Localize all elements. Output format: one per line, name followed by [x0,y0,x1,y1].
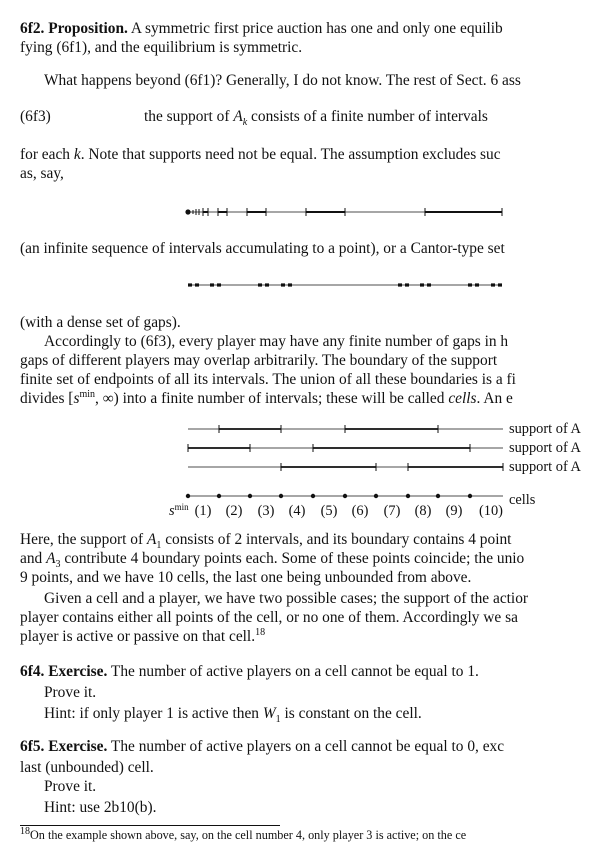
paragraph-accordingly-1: Accordingly to (6f3), every player may have any finite number of gaps in h [44,333,509,350]
paragraph-as-say: as, say, [20,165,64,182]
cell-number-label: (3) [257,503,275,519]
paragraph-accordingly-2: gaps of different players may overlap arbitrarily. The boundary of the support [20,352,498,369]
paragraph-accordingly-3: finite set of endpoints of all its intervals. The union of all these boundaries is a fi [20,371,516,388]
supports-cells-diagram [0,416,595,526]
paragraph-given-2: player contains either all points of the cell, or no one of them. Accordingly we sa [20,609,518,626]
equation-number: (6f3) [20,108,51,125]
support-row-3 [188,463,503,471]
support-label-3: support of A [509,459,581,475]
paragraph-beyond: What happens beyond (6f1)? Generally, I do not know. The rest of Sect. 6 ass [44,72,521,89]
exercise-6f5-hint: Hint: use 2b10(b). [44,799,157,816]
footnote-marker: 18 [255,626,266,638]
proposition-heading: 6f2. Proposition. [20,20,128,37]
proposition-line-1: 6f2. Proposition. A symmetric first price auction has one and only one equilib [20,20,503,37]
proposition-line-2: fying (6f1), and the equilibrium is symmetric. [20,39,303,56]
exercise-6f5-heading: 6f5. Exercise. [20,738,108,755]
footnote-rule [20,825,280,826]
exercise-6f4-prove: Prove it. [44,684,97,701]
footnote: $^{18}$On the example shown above, say, on the cell number 4, only player 3 is active; on the ce [20,825,467,842]
paragraph-here-2: and $A_3$ contribute 4 boundary points each. Some of these points coincide; the unio [20,550,525,571]
paragraph-given-1: Given a cell and a player, we have two possible cases; the support of the actior [44,590,529,607]
cantor-set-figure [0,277,595,293]
support-row-1 [188,425,503,433]
equation-6f3: the support of $A_k$ consists of a finite number of intervals [144,108,488,129]
cell-number-label: (1) [194,503,212,519]
cell-number-label: (2) [225,503,243,519]
paragraph-infinite-sequence: (an infinite sequence of intervals accumulating to a point), or a Cantor-type set [20,240,505,257]
exercise-6f4-heading: 6f4. Exercise. [20,663,108,680]
exercise-6f4-hint: Hint: if only player 1 is active then $W_1$ is constant on the cell. [44,705,422,726]
paragraph-given-3: player is active or passive on that cell.$^{18}$ [20,626,266,645]
support-label-1: support of A [509,421,581,437]
cell-number-label: (5) [320,503,338,519]
cell-number-label: (10) [479,503,503,519]
accumulating-intervals-figure [0,202,595,222]
exercise-6f5: 6f5. Exercise. The number of active players on a cell cannot be equal to 0, exc [20,738,505,755]
smin-label: $s^{min}$ [169,502,189,519]
paragraph-for-each-k: for each k. Note that supports need not be equal. The assumption excludes suc [20,146,501,163]
paragraph-accordingly-4: divides [$s^{min}$, ∞) into a finite number of intervals; these will be called cells. An e [20,388,513,407]
accumulation-point [185,209,190,214]
paragraph-here-1: Here, the support of $A_1$ consists of 2 intervals, and its boundary contains 4 point [20,531,512,552]
support-row-2 [188,444,503,452]
cells-label: cells [509,492,536,508]
exercise-6f5-prove: Prove it. [44,778,97,795]
exercise-6f4: 6f4. Exercise. The number of active players on a cell cannot be equal to 1. [20,663,479,680]
support-label-2: support of A [509,440,581,456]
cell-number-label: (8) [414,503,432,519]
cell-number-label: (7) [383,503,401,519]
paragraph-dense-gaps: (with a dense set of gaps). [20,314,181,331]
cell-number-label: (9) [445,503,463,519]
exercise-6f5-line-2: last (unbounded) cell. [20,759,154,776]
cell-number-label: (4) [288,503,306,519]
cell-number-label: (6) [351,503,369,519]
paragraph-here-3: 9 points, and we have 10 cells, the last one being unbounded from above. [20,569,472,586]
